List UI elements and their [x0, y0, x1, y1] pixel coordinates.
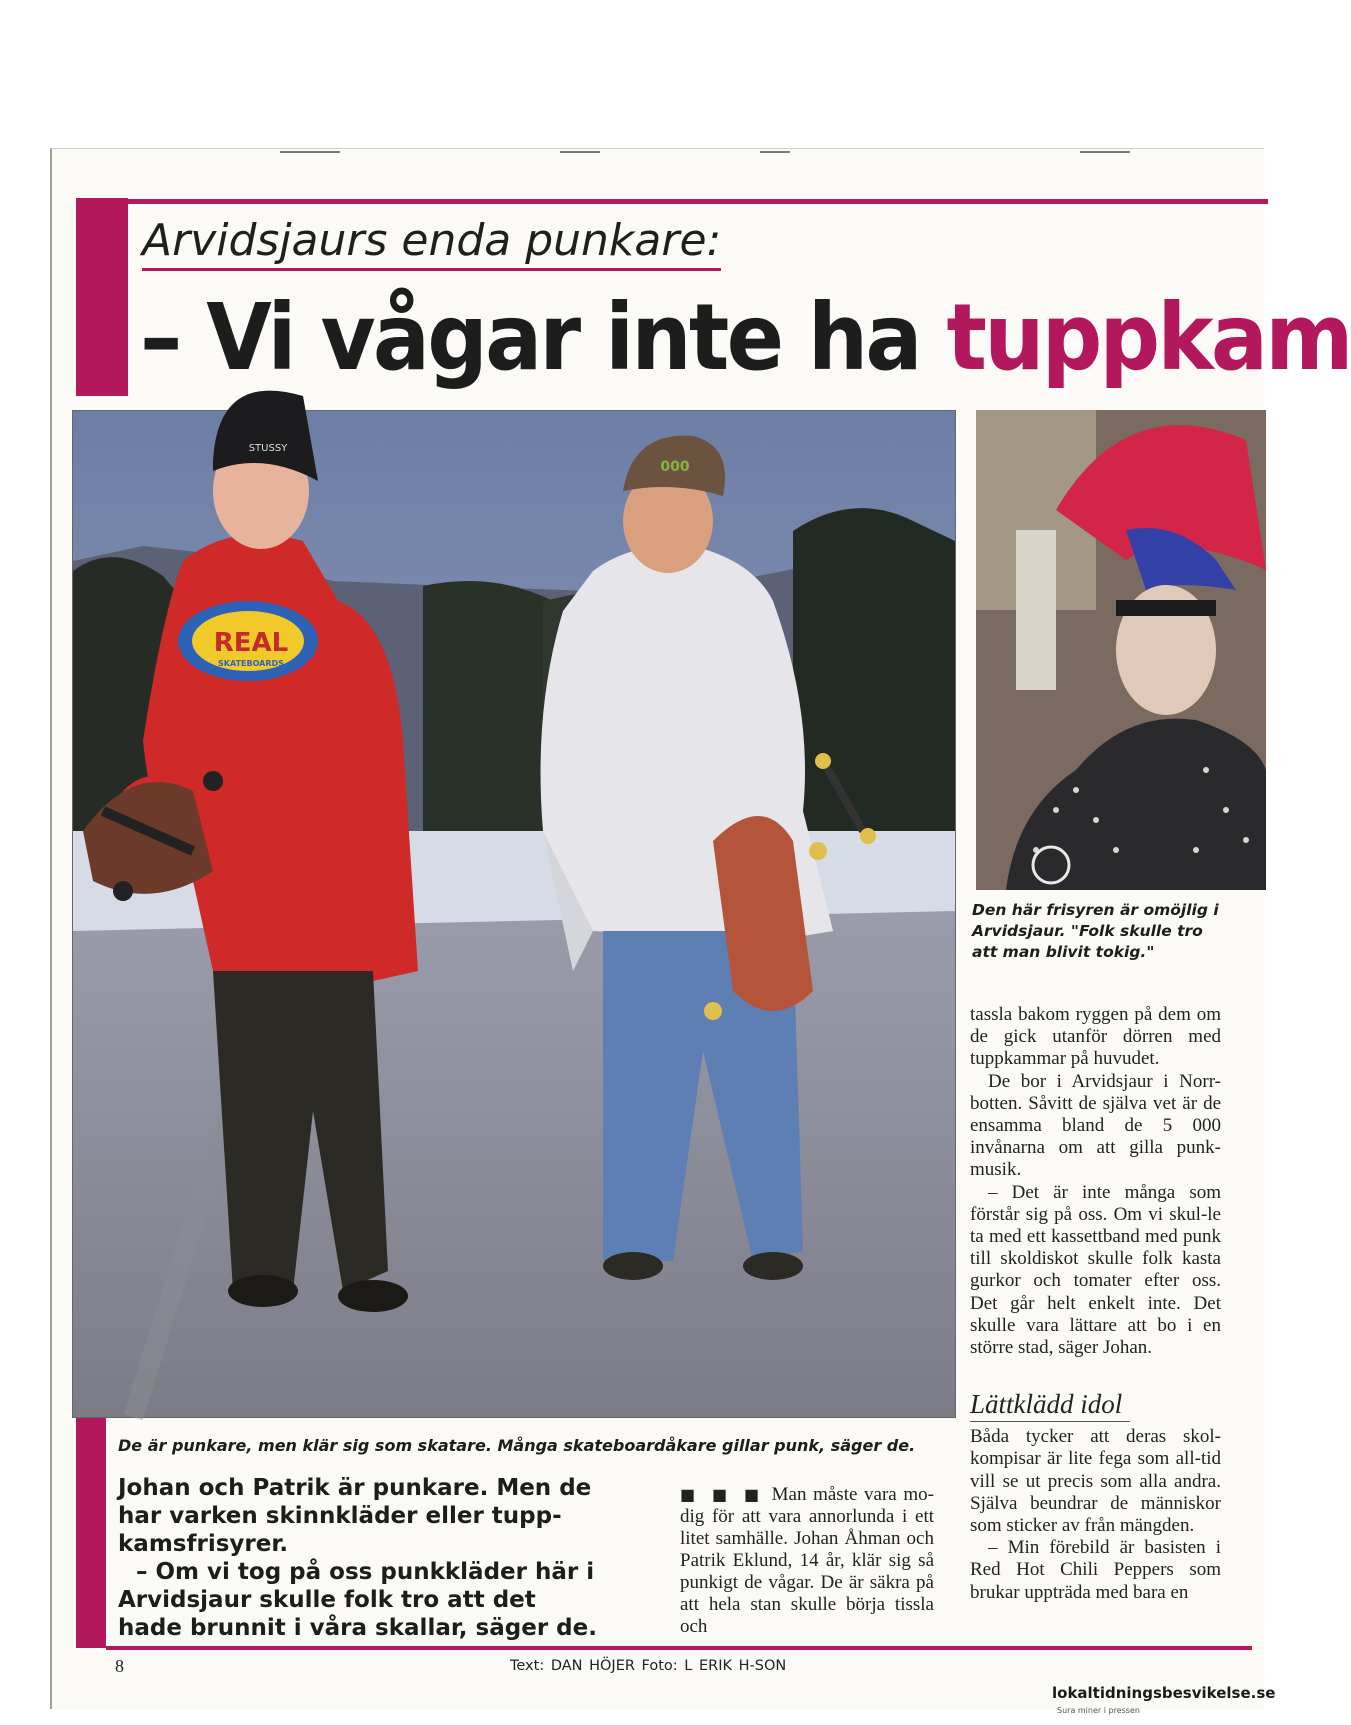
- hoodie-logo-subtext: SKATEBOARDS: [218, 659, 284, 668]
- ingress-paragraph: Johan och Patrik är punkare. Men de har varken skinnkläder eller tupp-kamsfrisyrer.: [118, 1475, 592, 1557]
- hat-text: STUSSY: [248, 443, 288, 454]
- page-number: 8: [115, 1656, 124, 1676]
- byline: Text: DAN HÖJER Foto: L ERIK H-SON: [510, 1658, 787, 1674]
- headline-accent: tuppkam: [946, 284, 1351, 391]
- scan-mark: [760, 151, 790, 153]
- article-column-middle: [680, 1484, 934, 1638]
- main-photo: [72, 410, 956, 1418]
- scan-mark: [560, 151, 600, 153]
- body-text: Man måste vara mo-dig för att vara annorlunda i ett litet samhälle. Johan Åhman och Patrik Eklund, 14 år, klär sig så punkigt de vågar. De är säkra på att hela stan skulle börja tissla och: [680, 1484, 934, 1637]
- article-column-right: [970, 1004, 1221, 1604]
- accent-rule-bottom: [106, 1646, 1252, 1650]
- watermark-site: lokaltidningsbesvikelse.se: [1052, 1684, 1276, 1702]
- hoodie-logo-text: REAL: [213, 628, 289, 658]
- scan-mark: [280, 151, 340, 153]
- accent-rule-top: [128, 199, 1268, 204]
- side-photo-punk: [976, 410, 1266, 890]
- article-ingress: [118, 1474, 606, 1642]
- headline: [140, 284, 1351, 391]
- accent-bar-bottom-left: [76, 1418, 106, 1648]
- side-photo-caption: Den här frisyren är omöjlig i Arvidsjaur. "Folk skulle tro att man blivit tokig.": [972, 901, 1219, 961]
- cap-text: 000: [660, 459, 690, 475]
- headline-prefix: – Vi vågar inte ha: [140, 284, 947, 391]
- accent-bar-left: [76, 198, 128, 396]
- body-paragraph: – Det är inte många som förstår sig på oss. Om vi skul-le ta med ett kassettband med punk till skoldiskot skulle folk kasta gurkor och tomater efter oss. Det går helt enkelt inte. Det skulle vara lättare att bo i en större stad, säger Johan.: [970, 1181, 1221, 1359]
- body-paragraph: tassla bakom ryggen på dem om de gick utanför dörren med tuppkammar på huvudet.: [970, 1004, 1221, 1070]
- section-markers: ■ ■ ■: [680, 1485, 765, 1504]
- scan-mark: [1080, 151, 1130, 153]
- body-paragraph: Båda tycker att deras skol-kompisar är lite fega som all-tid vill se ut precis som alla andra. Själva beundrar de människor som sticker av från mängden.: [970, 1426, 1221, 1537]
- main-photo-caption: De är punkare, men klär sig som skatare. Många skateboardåkare gillar punk, säger de.: [118, 1436, 916, 1455]
- body-paragraph: De bor i Arvidsjaur i Norr-botten. Såvitt de själva vet är de ensamma bland de 5 000 invånarna om att gilla punk-musik.: [970, 1070, 1221, 1181]
- headline-kicker: Arvidsjaurs enda punkare:: [142, 215, 721, 271]
- ingress-paragraph: – Om vi tog på oss punkkläder här i Arvidsjaur skulle folk tro att det hade brunnit i våra skallar, säger de.: [118, 1559, 597, 1641]
- subheading: Lättklädd idol: [970, 1387, 1130, 1422]
- body-paragraph: – Min förebild är basisten i Red Hot Chili Peppers som brukar uppträda med bara en: [970, 1537, 1221, 1603]
- watermark-tagline: Sura miner i pressen: [1057, 1706, 1140, 1715]
